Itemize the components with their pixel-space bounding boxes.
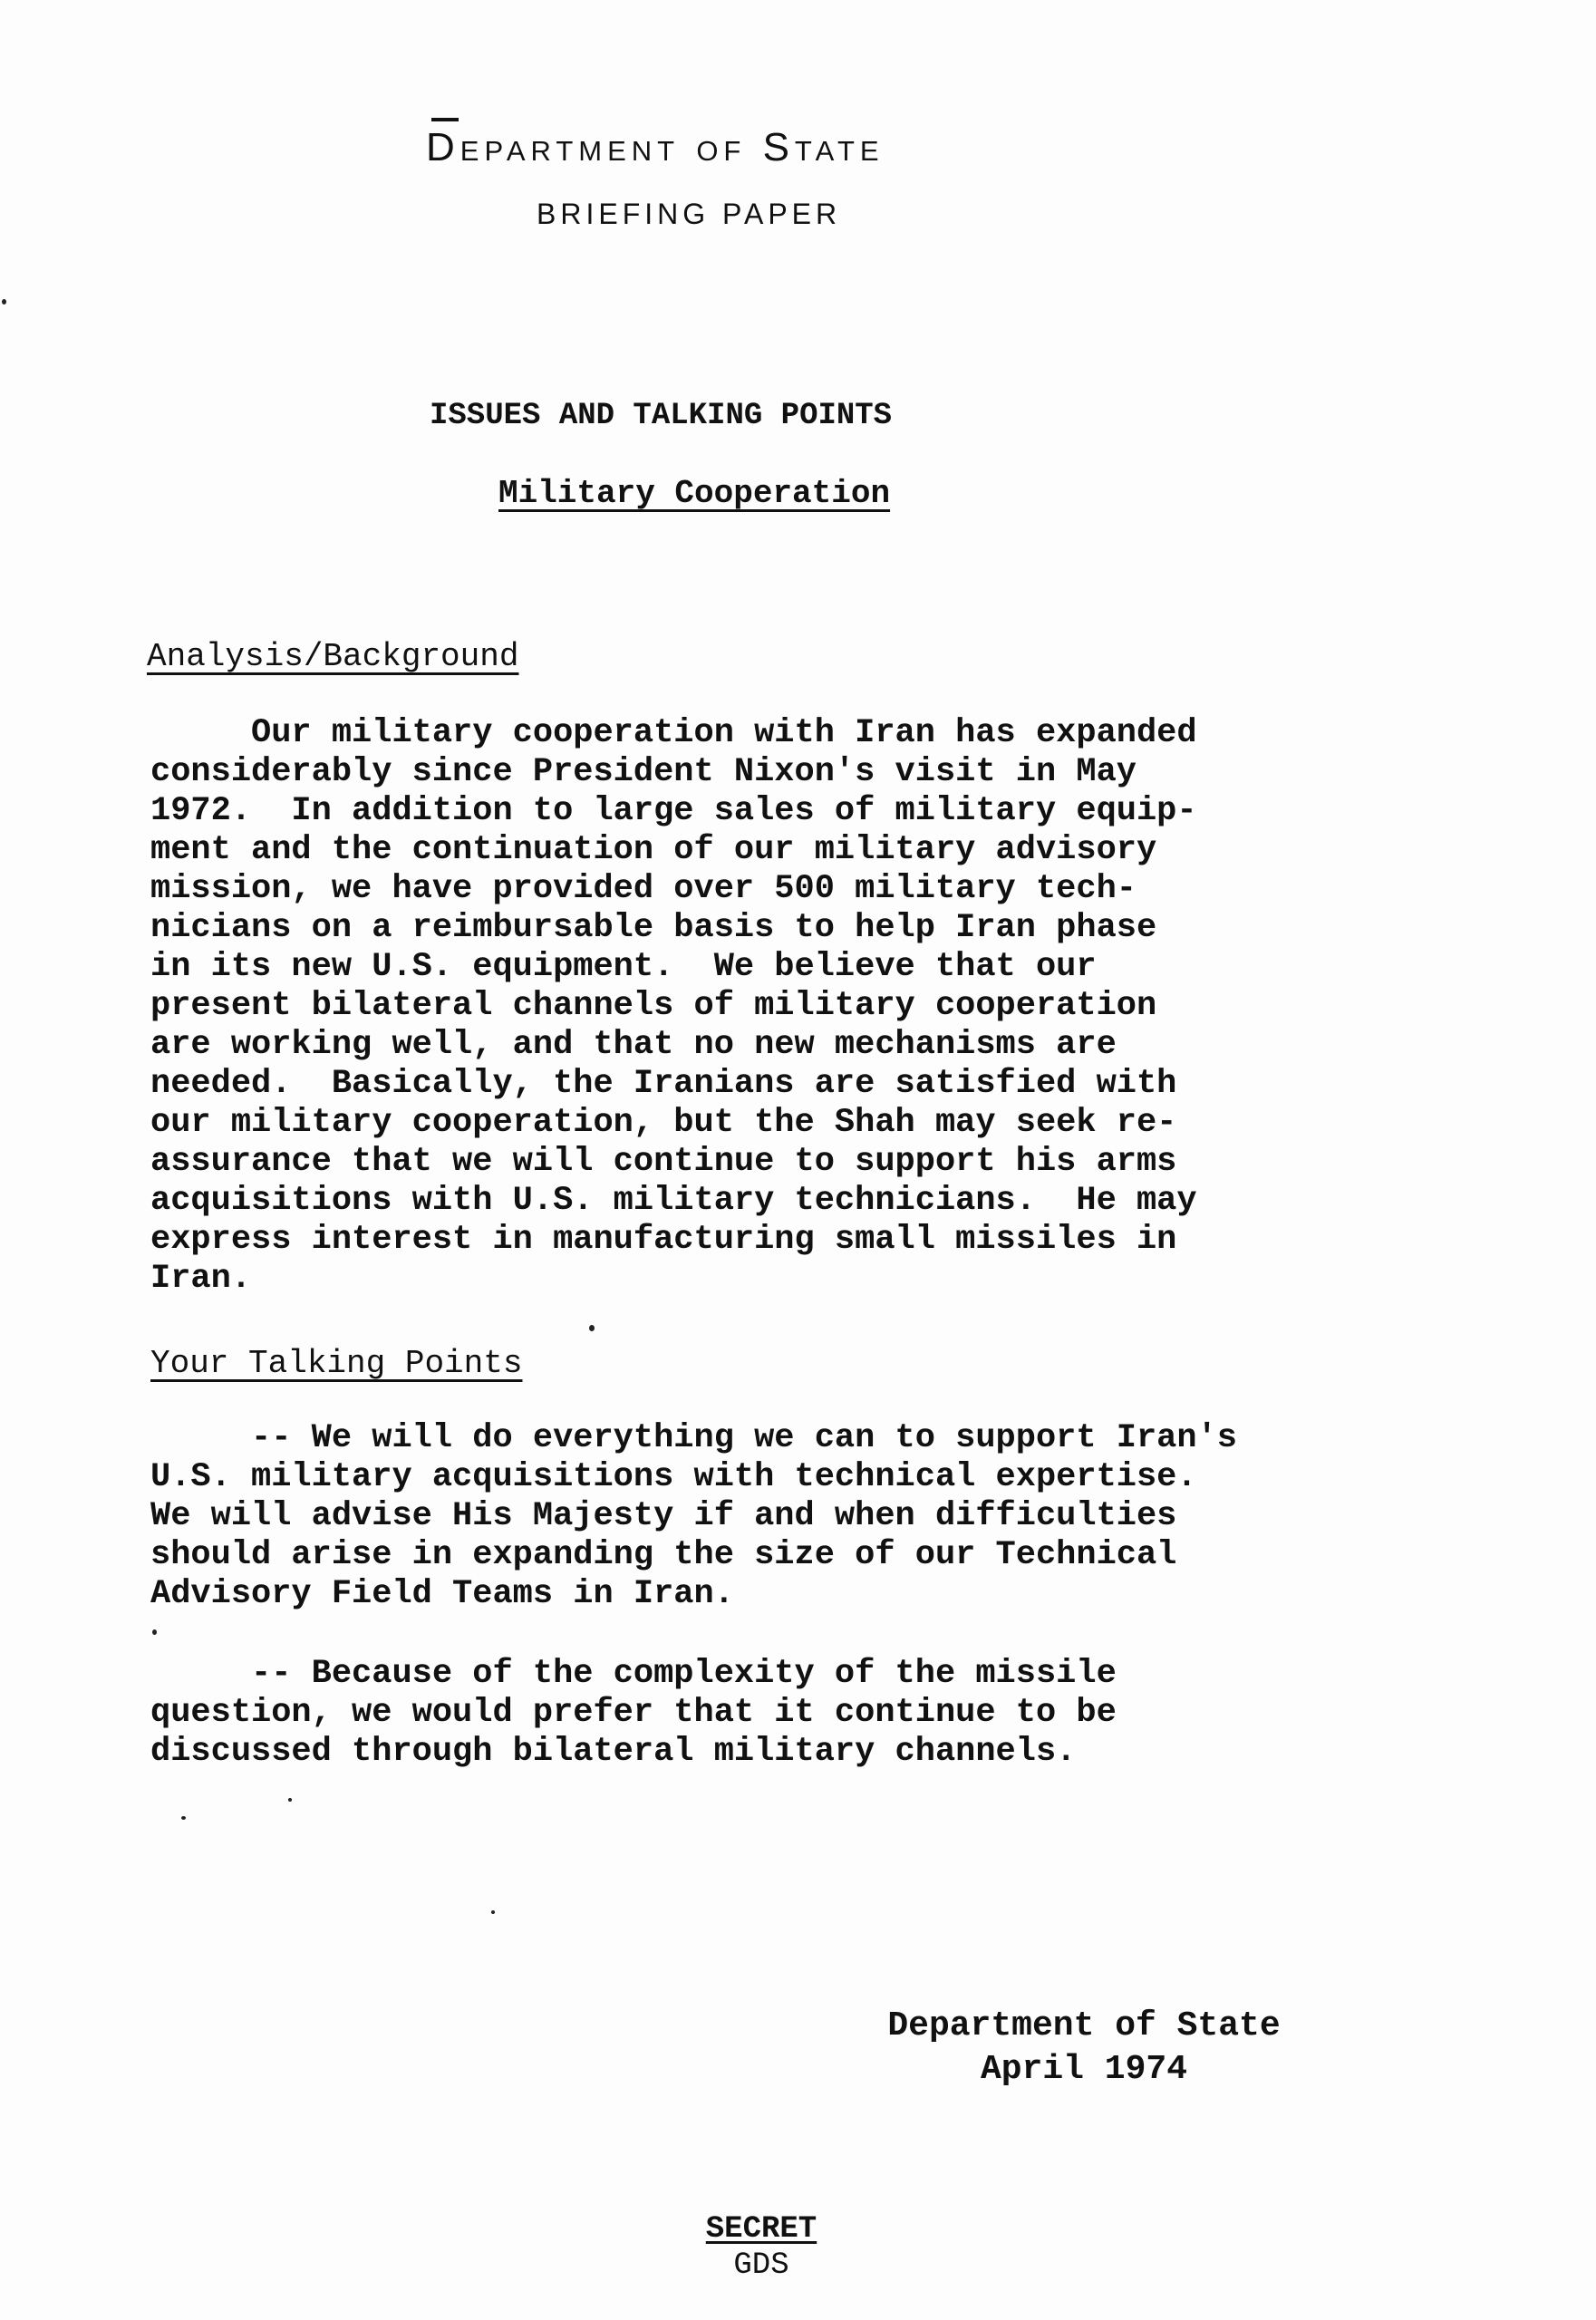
text-line: discussed through bilateral military channels. (150, 1733, 1077, 1771)
text-line: acquisitions with U.S. military technicians. He may (150, 1182, 1197, 1220)
declassification-marking: GDS (733, 2248, 789, 2283)
document-type: BRIEFING PAPER (537, 198, 842, 230)
text-line: mission, we have provided over 500 military tech- (150, 870, 1137, 908)
text-line: present bilateral channels of military cooperation (150, 987, 1157, 1025)
classification-marking (634, 2211, 888, 2284)
text-line: -- Because of the complexity of the missile (150, 1655, 1117, 1693)
scan-speck (491, 1910, 495, 1914)
text-line: our military cooperation, but the Shah may seek re- (150, 1104, 1177, 1142)
letterhead-mark (431, 118, 459, 121)
text-line: Advisory Field Teams in Iran. (150, 1575, 734, 1613)
scan-speck (152, 1629, 157, 1635)
analysis-heading: Analysis/Background (147, 638, 519, 675)
text-line: considerably since President Nixon's visit in May (150, 753, 1137, 791)
text-line: U.S. military acquisitions with technical expertise. (150, 1458, 1197, 1496)
document-subject: Military Cooperation (498, 475, 891, 512)
text-line: Iran. (150, 1260, 252, 1298)
text-line: needed. Basically, the Iranians are satisfied with (150, 1065, 1177, 1103)
text-line: -- We will do everything we can to support Iran's (150, 1419, 1237, 1457)
text-line: 1972. In addition to large sales of military equip- (150, 792, 1197, 830)
text-line: in its new U.S. equipment. We believe that our (150, 948, 1097, 986)
document-title: ISSUES AND TALKING POINTS (430, 399, 893, 433)
text-line: assurance that we will continue to support his arms (150, 1143, 1177, 1181)
letterhead (426, 118, 1060, 231)
text-line: express interest in manufacturing small missiles in (150, 1221, 1177, 1259)
text-line: should arise in expanding the size of our Technical (150, 1536, 1177, 1574)
scan-speck (589, 1325, 595, 1331)
signature-organization: Department of State (887, 2006, 1281, 2045)
scan-speck (2, 299, 6, 304)
text-line: question, we would prefer that it continue to be (150, 1694, 1117, 1732)
text-line: We will advise His Majesty if and when difficulties (150, 1497, 1177, 1535)
scan-speck (288, 1798, 292, 1802)
text-line: are working well, and that no new mechanisms are (150, 1026, 1117, 1064)
text-line: Our military cooperation with Iran has expanded (150, 714, 1197, 752)
signature-date: April 1974 (980, 2050, 1188, 2089)
text-line: ment and the continuation of our military advisory (150, 831, 1157, 869)
signature-block (857, 2005, 1311, 2092)
talking-points-heading: Your Talking Points (150, 1345, 523, 1382)
text-line: nicians on a reimbursable basis to help Iran phase (150, 909, 1157, 947)
classification-level: SECRET (705, 2212, 817, 2247)
analysis-paragraph (150, 714, 1197, 1299)
talking-point (150, 1655, 1117, 1772)
scan-speck (181, 1816, 186, 1820)
department-name: Department of State (426, 125, 885, 169)
talking-point (150, 1419, 1237, 1614)
